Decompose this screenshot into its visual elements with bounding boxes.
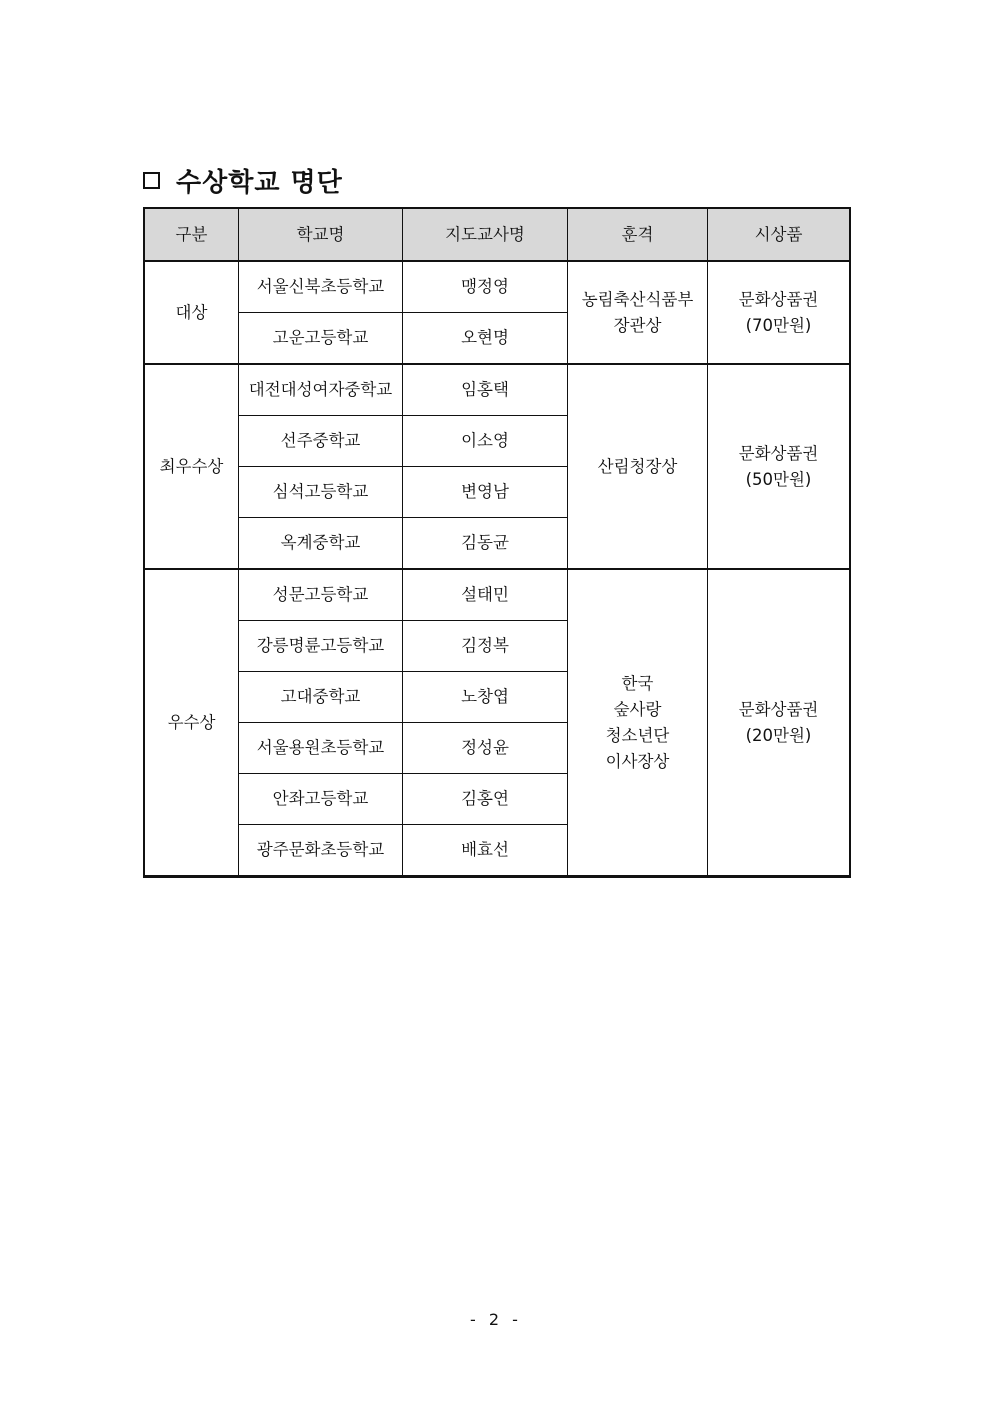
prize-cell: 문화상품권 (50만원) xyxy=(708,364,850,569)
table-header-row xyxy=(145,209,850,262)
honor-cell: 한국 숲사랑 청소년단 이사장상 xyxy=(568,569,708,876)
page-number: - 2 - xyxy=(470,1310,522,1329)
square-bullet-icon xyxy=(143,172,160,189)
header-school: 학교명 xyxy=(239,209,403,262)
table-row xyxy=(145,569,850,621)
honor-cell: 산림청장상 xyxy=(568,364,708,569)
header-honor: 훈격 xyxy=(568,209,708,262)
teacher-name-cell: 김홍연 xyxy=(403,774,568,825)
teacher-name-cell: 설태민 xyxy=(403,569,568,621)
award-category-cell: 최우수상 xyxy=(145,364,239,569)
teacher-name-cell: 임홍택 xyxy=(403,364,568,416)
award-table xyxy=(144,208,850,877)
school-name-cell: 대전대성여자중학교 xyxy=(239,364,403,416)
school-name-cell: 옥계중학교 xyxy=(239,518,403,570)
school-name-cell: 안좌고등학교 xyxy=(239,774,403,825)
teacher-name-cell: 노창엽 xyxy=(403,672,568,723)
section-heading xyxy=(143,160,343,200)
school-name-cell: 강릉명륜고등학교 xyxy=(239,621,403,672)
school-name-cell: 심석고등학교 xyxy=(239,467,403,518)
header-teacher: 지도교사명 xyxy=(403,209,568,262)
school-name-cell: 고운고등학교 xyxy=(239,313,403,365)
school-name-cell: 서울용원초등학교 xyxy=(239,723,403,774)
school-name-cell: 서울신북초등학교 xyxy=(239,261,403,313)
section-title: 수상학교 명단 xyxy=(176,167,343,198)
honor-cell: 농림축산식품부 장관상 xyxy=(568,261,708,364)
teacher-name-cell: 김정복 xyxy=(403,621,568,672)
teacher-name-cell: 오현명 xyxy=(403,313,568,365)
teacher-name-cell: 배효선 xyxy=(403,825,568,877)
school-name-cell: 선주중학교 xyxy=(239,416,403,467)
school-name-cell: 광주문화초등학교 xyxy=(239,825,403,877)
award-category-cell: 우수상 xyxy=(145,569,239,876)
teacher-name-cell: 김동균 xyxy=(403,518,568,570)
header-category: 구분 xyxy=(145,209,239,262)
teacher-name-cell: 이소영 xyxy=(403,416,568,467)
school-name-cell: 성문고등학교 xyxy=(239,569,403,621)
teacher-name-cell: 변영남 xyxy=(403,467,568,518)
school-name-cell: 고대중학교 xyxy=(239,672,403,723)
teacher-name-cell: 정성윤 xyxy=(403,723,568,774)
award-category-cell: 대상 xyxy=(145,261,239,364)
table-row xyxy=(145,364,850,416)
prize-cell: 문화상품권 (20만원) xyxy=(708,569,850,876)
header-prize: 시상품 xyxy=(708,209,850,262)
prize-cell: 문화상품권 (70만원) xyxy=(708,261,850,364)
table-row xyxy=(145,261,850,313)
teacher-name-cell: 맹정영 xyxy=(403,261,568,313)
table-body xyxy=(145,261,850,876)
